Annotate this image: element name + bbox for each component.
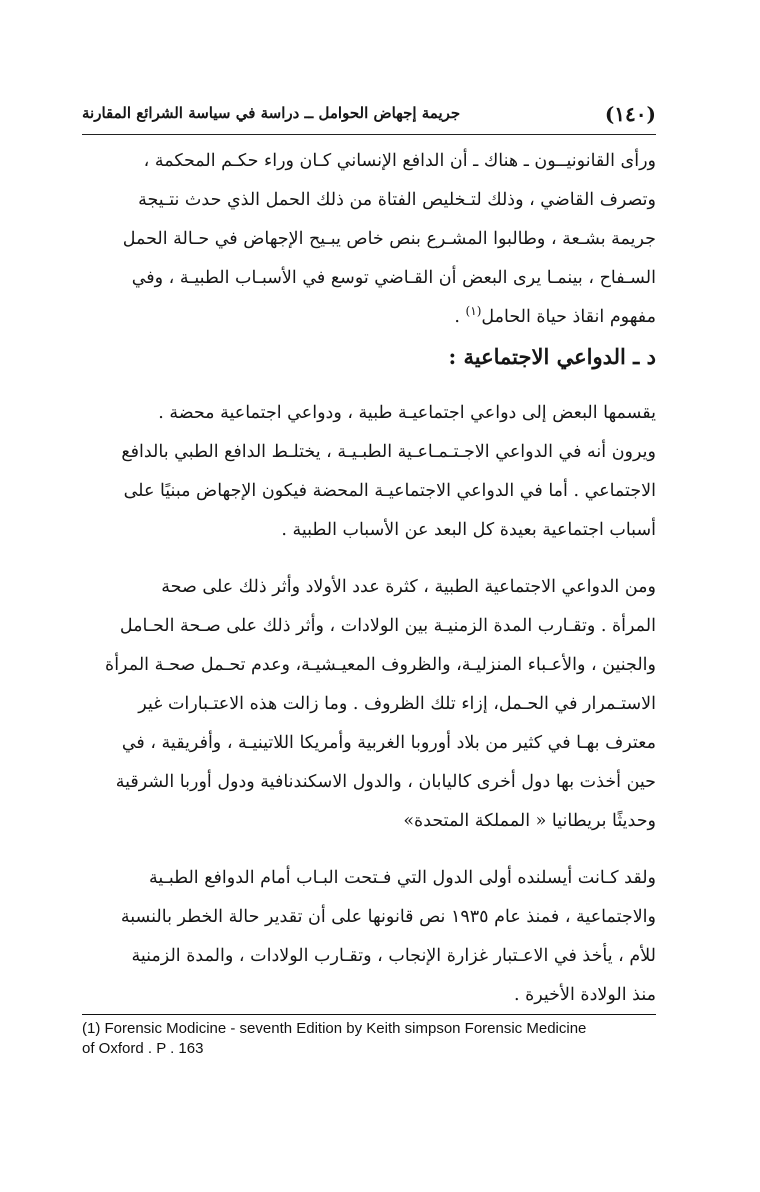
text-line: يقسمها البعض إلى دواعي اجتماعيـة طبية ، ودواعي اجتماعية محضة . bbox=[158, 403, 656, 423]
footnote-rule bbox=[82, 1014, 656, 1015]
text-line: المرأة . وتقـارب المدة الزمنيـة بين الولادات ، وأثر ذلك على صـحة الحـامل bbox=[119, 616, 656, 636]
footnote bbox=[82, 1019, 658, 1059]
text-line: ولقد كـانت أيسلنده أولى الدول التي فـتحت البـاب أمام الدوافع الطبـية bbox=[149, 868, 656, 888]
text-line: أسباب اجتماعية بعيدة كل البعد عن الأسباب الطبية . bbox=[281, 520, 656, 540]
paragraph-gap bbox=[82, 376, 656, 394]
text-fragment: مفهوم انقاذ حياة الحامل bbox=[481, 307, 656, 327]
text-line: السـفاح ، بينمـا يرى البعض أن القـاضي توسع في الأسبـاب الطبيـة ، وفي bbox=[131, 268, 656, 288]
paragraph-gap bbox=[82, 841, 656, 859]
text-line: للأم ، يأخذ في الاعـتبار غزارة الإنجاب ، وتقـارب الولادات ، والمدة الزمنية bbox=[131, 946, 656, 966]
text-line: الاستـمرار في الحـمل، إزاء تلك الظروف . وما زالت هذه الاعتـبارات غير bbox=[138, 694, 656, 714]
page-header bbox=[82, 100, 656, 134]
text-line: معترف بهـا في كثير من بلاد أوروبا الغربية وأمريكا اللاتينيـة ، وأفريقية ، في bbox=[121, 733, 656, 753]
body-text bbox=[82, 142, 656, 1015]
footnote-marker[interactable]: (١) bbox=[465, 304, 482, 319]
text-line: ومن الدواعي الاجتماعية الطبية ، كثرة عدد الأولاد وأثر ذلك على صحة bbox=[161, 577, 656, 597]
page-number: (١٤٠) bbox=[604, 102, 656, 126]
running-title: جريمة إجهاض الحوامل ــ دراسة في سياسة الشرائع المقارنة bbox=[82, 104, 461, 122]
text-line: الاجتماعي . أما في الدواعي الاجتماعيـة المحضة فيكون الإجهاض مبنيًا على bbox=[123, 481, 656, 501]
paragraph-4 bbox=[82, 859, 656, 1015]
text-line: ورأى القانونيــون ـ هناك ـ أن الدافع الإنساني كـان وراء حكـم المحكمة ، bbox=[143, 151, 656, 171]
text-line-last bbox=[82, 298, 656, 337]
footnote-line: (1) Forensic Modicine - seventh Edition by Keith simpson Forensic Medicine bbox=[82, 1020, 587, 1037]
text-line: حين أخذت بها دول أخرى كاليابان ، والدول الاسكندنافية ودول أوربا الشرقية bbox=[115, 772, 656, 792]
header-rule bbox=[82, 134, 656, 135]
text-line: ويرون أنه في الدواعي الاجـتـمـاعـية الطبـيـة ، يختلـط الدافع الطبي بالدافع bbox=[121, 442, 656, 462]
paragraph-2 bbox=[82, 394, 656, 550]
text-line: والاجتماعية ، فمنذ عام ١٩٣٥ نص قانونها على أن تقدير حالة الخطر بالنسبة bbox=[120, 907, 656, 927]
footnote-line: of Oxford . P . 163 bbox=[82, 1040, 204, 1057]
paragraph-3 bbox=[82, 568, 656, 841]
text-line: منذ الولادة الأخيرة . bbox=[513, 985, 656, 1005]
paragraph-1 bbox=[82, 142, 656, 337]
text-line: وحديثًا بريطانيا « المملكة المتحدة» bbox=[403, 811, 656, 831]
text-fragment-end: . bbox=[454, 307, 466, 327]
text-line: والجنين ، والأعـباء المنزليـة، والظروف المعيـشيـة، وعدم تحـمل صحـة المرأة bbox=[105, 655, 656, 675]
section-heading: د ـ الدواعي الاجتماعية : bbox=[448, 344, 656, 369]
text-line: وتصرف القاضي ، وذلك لتـخليص الفتاة من ذلك الحمل الذي حدث نتـيجة bbox=[138, 190, 656, 210]
text-line: جريمة بشـعة ، وطالبوا المشـرع بنص خاص يبـيح الإجهاض في حـالة الحمل bbox=[122, 229, 656, 249]
paragraph-gap bbox=[82, 550, 656, 568]
